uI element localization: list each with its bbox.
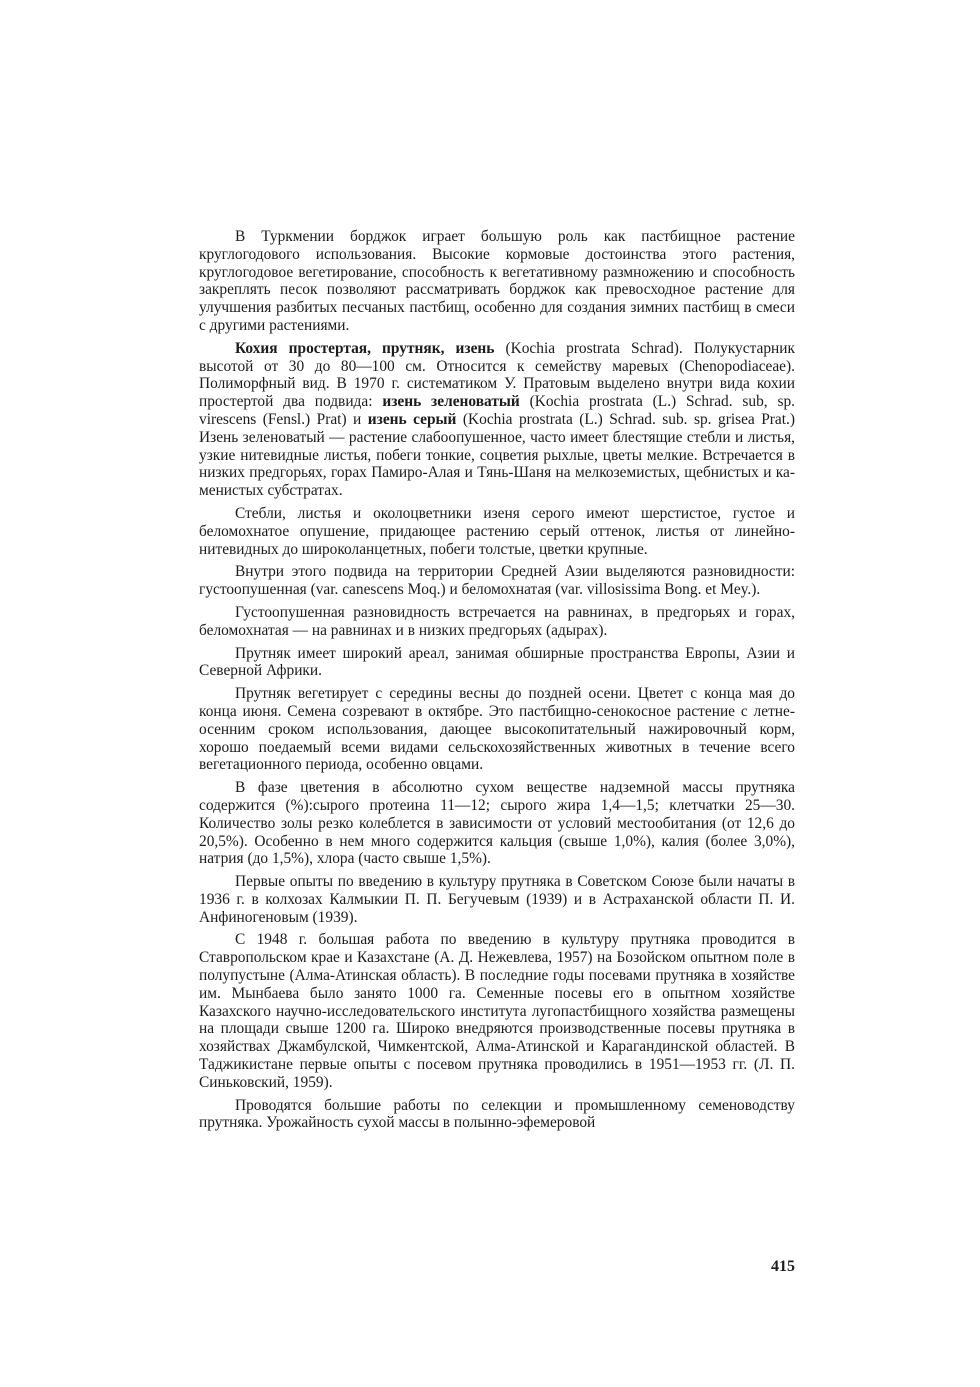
paragraph-composition: В фазе цветения в абсолютно сухом веществе надземной массы прутняка содержится (%):сырого протеина 11—12; сырого жира 1,4—1,5; клетчатки 25—30. Количество золы резко колеблется в зависимости от условий местообитания (от 12,6 до 20,5%). Особенно в нем много содержится кальция (свыше 1,0%), калия (более 3,0%), натрия (до 1,5%), хлора (часто свыше 1,5%). <box>199 779 795 868</box>
paragraph-cultivation-1948: С 1948 г. большая работа по введению в культуру прутняка проводится в Ставропольском крае и Казахстане (А. Д. Нежевлева, 1957) на Бозойском опытном поле в полупустыне (Алма-Атинская область). В последние годы посевами прутняка в хозяйстве им. Мынбаева было занято 1000 га. Семенные посевы его в опытном хозяйстве Казахского научно-исследовательского института лугопастбищного хозяйства размещены на площади свыше 1200 га. Широко внедряются производственные посевы прутняка в хозяйствах Джамбулской, Чимкентской, Алма-Атинской и Карагандинской областей. В Таджикистане первые опыты с посевом прутняка проводились в 1951—1953 гг. (Л. П. Синьковский, 1959). <box>199 931 795 1091</box>
page-number: 415 <box>771 1258 795 1275</box>
species-heading: Кохия простертая, прутняк, изень <box>235 339 495 357</box>
paragraph-selection: Проводятся большие работы по селекции и промышленному семеноводству прутняка. Урожайность сухой массы в полынно-эфемеровой <box>199 1096 795 1132</box>
paragraph-text: (Kochia prostrata (L.) Schrad. sub, sp. virescens (Fensl.) Prat) и <box>199 393 795 428</box>
paragraph-borjok-turkmenia: В Туркмении борджок играет большую роль как пастбищное растение круглогодового использования. Высокие кормовые достоинства этого растения, круглогодовое вегетирование, способность к вегетативному размножению и способность закреплять песок позволяют рассматривать борджок как превосходное растение для улучшения разбитых песчаных пастбищ, особенно для создания зимних пастбищ в смеси с другими растениями. <box>199 228 795 334</box>
paragraph-kochia-description <box>199 340 795 500</box>
paragraph-range: Прутняк имеет широкий ареал, занимая обширные пространства Европы, Азии и Северной Африки. <box>199 644 795 680</box>
paragraph-vegetation: Прутняк вегетирует с середины весны до поздней осени. Цветет с конца мая до конца июня. Семена созревают в октябре. Это пастбищно-сенокосное растение с летне-осенним сроком использования, дающее высокопитательный нажировочный корм, хорошо поедаемый всеми видами сельскохозяйственных животных в течение всего вегетационного периода, особенно овцами. <box>199 685 795 774</box>
paragraph-grey-izen: Стебли, листья и околоцветники изеня серого имеют шерстистое, густое и беломохнатое опушение, придающее растению серый оттенок, листья от линейно-нитевидных до широколанцетных, побеги толстые, цветки крупные. <box>199 504 795 558</box>
paragraph-text: (Kochia prostrata Schrad). Полукустарник высотой от 30 до 80—100 см. Относится к семейству маревых (Chenopodiaceae). Полиморфный вид. В 1970 г. систематиком У. Пратовым выделено внутри вида кохии простертой два подвида: <box>199 339 795 411</box>
paragraph-varieties: Внутри этого подвида на территории Средней Азии выделяются разновидности: густоопушенная (var. canescens Moq.) и беломохнатая (var. villosissima Bong. et Mey.). <box>199 563 795 599</box>
page-text-block <box>199 228 795 1133</box>
paragraph-variety-habitat: Густоопушенная разновидность встречается на равнинах, в предгорьях и горах, беломохнатая — на равнинах и в низких предгорьях (адырах). <box>199 603 795 639</box>
paragraph-first-trials: Первые опыты по введению в культуру прутняка в Советском Союзе были начаты в 1936 г. в колхозах Калмыкии П. П. Бегучевым (1939) и в Астраханской области П. И. Анфиногеновым (1939). <box>199 873 795 926</box>
paragraph-text: (Kochia prostrata (L.) Schrad. sub. sp. grisea Prat.) Изень зеленоватый — растение слабоопушенное, часто имеет блестящие стебли и листья, узкие нитевидные листья, побеги тонкие, соцветия рыхлые, цветы мелкие. Встречается в низких предгорьях, горах Памиро-Алая и Тянь-Шаня на мелкоземистых, щебнистых и каменистых субстратах. <box>199 410 795 500</box>
subspecies-name: изень серый <box>367 410 457 428</box>
subspecies-name: изень зеленоватый <box>382 393 520 411</box>
